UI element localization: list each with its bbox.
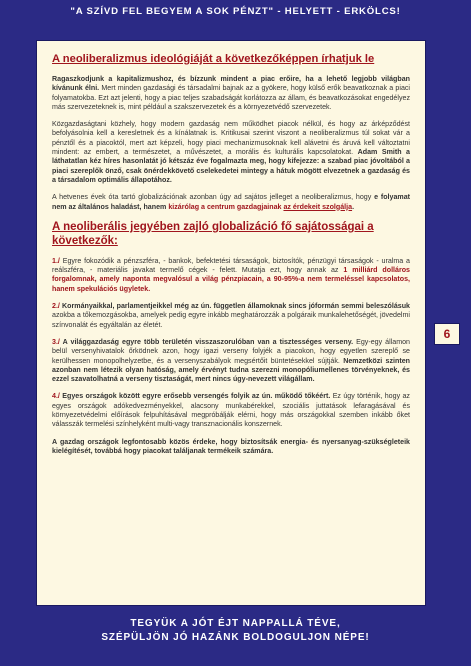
text-run: 1./ (52, 256, 60, 265)
text-run: Egyre fokozódik a pénzszféra, - bankok, befektetési társaságok, biztosítók, pénzügyi társaságok - uralma a reálszféra, - materiális javakat termelő cégek - felett. Mutatja ezt, hogy annak az (52, 256, 410, 275)
text-run: 4./ (52, 392, 60, 401)
section2-title: A neoliberális jegyében zajló globalizáció fő sajátosságai a következők: (52, 220, 374, 247)
text-run: Ez úgy történik, hogy az egyes országok adókedvezményekkel, alacsony munkabérekkel, szociális juttatások lefaragásával és környezetvédelmi előírások felpuhításával megpróbálják elérni, hogy más országokkal szemben inkább őket válasszák termelési színhelyként multi-vagy transznacionális konszernek. (52, 392, 410, 429)
text-run: Ragaszkodjunk a kapitalizmushoz, és bízzunk mindent a piac erőire, ha a lehető legjobb világban kívánunk élni. (52, 75, 410, 93)
text-run: az érdekeit szolgálja (283, 202, 353, 211)
section2-conclusion (52, 438, 410, 457)
text-run: e folyamat nem az általános haladást, hanem (52, 193, 411, 211)
bottom-banner-line-2: SZÉPÜLJÖN JÓ HAZÁNK BOLDOGULJON NÉPE! (101, 632, 370, 643)
text-run: A világgazdaság egyre több területén visszaszorulóban van a tisztességes verseny. (59, 337, 354, 346)
page-number-badge: 6 (434, 323, 460, 345)
text-run: azokba a tőkemozgásokba, amelyek pedig egyre inkább meghatározzák a polgáraik munkalehetőségét, jövedelmi színvonalát és egyáltalán az életét. (52, 311, 410, 329)
text-run: 1 milliárd dolláros forgalomnak, amely naponta megvalósul a világ pénzpiacain, a 90-95%-a nem termeléssel kapcsolatos, hanem spekulációs ügyletek. (52, 266, 411, 293)
text-run: Közgazdaságtani közhely, hogy modern gazdaság nem működhet piacok nélkül, és hogy az árképződést befolyásolnia kell a keresletnek és a kínálatnak is. Kritikusai szerint viszont a neoliberalizmus túl sokat vár a pénztől és a piacoktól, mert azt képzeli, hogy piaci mechanizmusoknak kell alávetni és áruvá kell változtatni mindent: az embert, a természetet, a művészetet, a morális és kulturális kapcsolatokat. (52, 120, 410, 157)
section1-paragraph-3 (52, 193, 410, 212)
text-run: Adam Smith a láthatatlan kéz híres hasonlatát jó kétszáz éve fogalmazta meg, hogy kifejezze: a szabad piac jóvoltából a piaci szereplők önző, csak önérdekkövető cselekedetei mintegy a hátuk mögött elvezetnek a gazdaság és a társadalom optimális állapotához. (52, 148, 410, 184)
section1-paragraph-1 (52, 75, 410, 112)
text-run: Egyes országok között egyre erősebb versengés folyik az ún. működő tőkéért. (59, 392, 331, 401)
text-run: kizárólag a centrum gazdagjainak (168, 202, 282, 211)
section2-item-2 (52, 302, 410, 330)
text-run: Nemzetközi szinten azonban nem létezik olyan hatóság, amely érvényt tudna szerezni monopóliumellenes törvényeknek, és ezzel szavatolhatná a verseny tisztaságát, mert nincs úgy-nevezett világállam. (52, 356, 410, 384)
text-run: Kormányaikkal, parlamentjeikkel még az ún. független államoknak sincs jóformán semmi beleszólásuk (59, 302, 410, 311)
section2-item-1 (52, 257, 410, 294)
text-run: . (352, 202, 355, 211)
section1-paragraph-2 (52, 120, 410, 185)
text-run: Egy-egy államon belül versenyhivatalok őrködnek azon, hogy igazi verseny folyjék a piacokon, hogy egyetlen szereplő se kerülhessen monopolhelyzetbe, és a versenyszabályok megsértőit büntetésekkel sújtják. (52, 337, 410, 365)
top-banner: "A SZÍVD FEL BEGYEM A SOK PÉNZT" - HELYETT - ERKÖLCS! (70, 6, 401, 17)
text-run: Mert minden gazdasági és társadalmi bajnak az a gyökere, hogy külső erők beavatkoznak a piaci folyamatokba. Ezt azt jelenti, hogy a piac teljes szabadságát korlátozza az állam, és beavatkozásokat engedélyez más szervezeteknek is, mint például a szakszervezetek és a környezetvédő szervezetek. (52, 84, 411, 111)
section2-item-4 (52, 392, 410, 429)
text-run: A hetvenes évek óta tartó globalizációnak azonban úgy ad sajátos jelleget a neoliberalizmus, hogy (52, 193, 375, 202)
article-page (36, 40, 426, 606)
section1-title: A neoliberalizmus ideológiáját a következőképpen írhatjuk le (52, 53, 375, 65)
bottom-banner-line-1: TEGYÜK A JÓT ÉJT NAPPALLÁ TÉVE, (130, 618, 341, 629)
section2-item-3 (52, 338, 410, 384)
text-run: 3./ (52, 337, 60, 346)
text-run: A gazdag országok legfontosabb közös érdeke, hogy biztosítsák energia- és nyersanyag-szükségleteik kielégítését, továbbá hogy piacokat találjanak termékeik számára. (52, 437, 410, 455)
bottom-banner (0, 617, 471, 645)
text-run: 2./ (52, 302, 60, 311)
